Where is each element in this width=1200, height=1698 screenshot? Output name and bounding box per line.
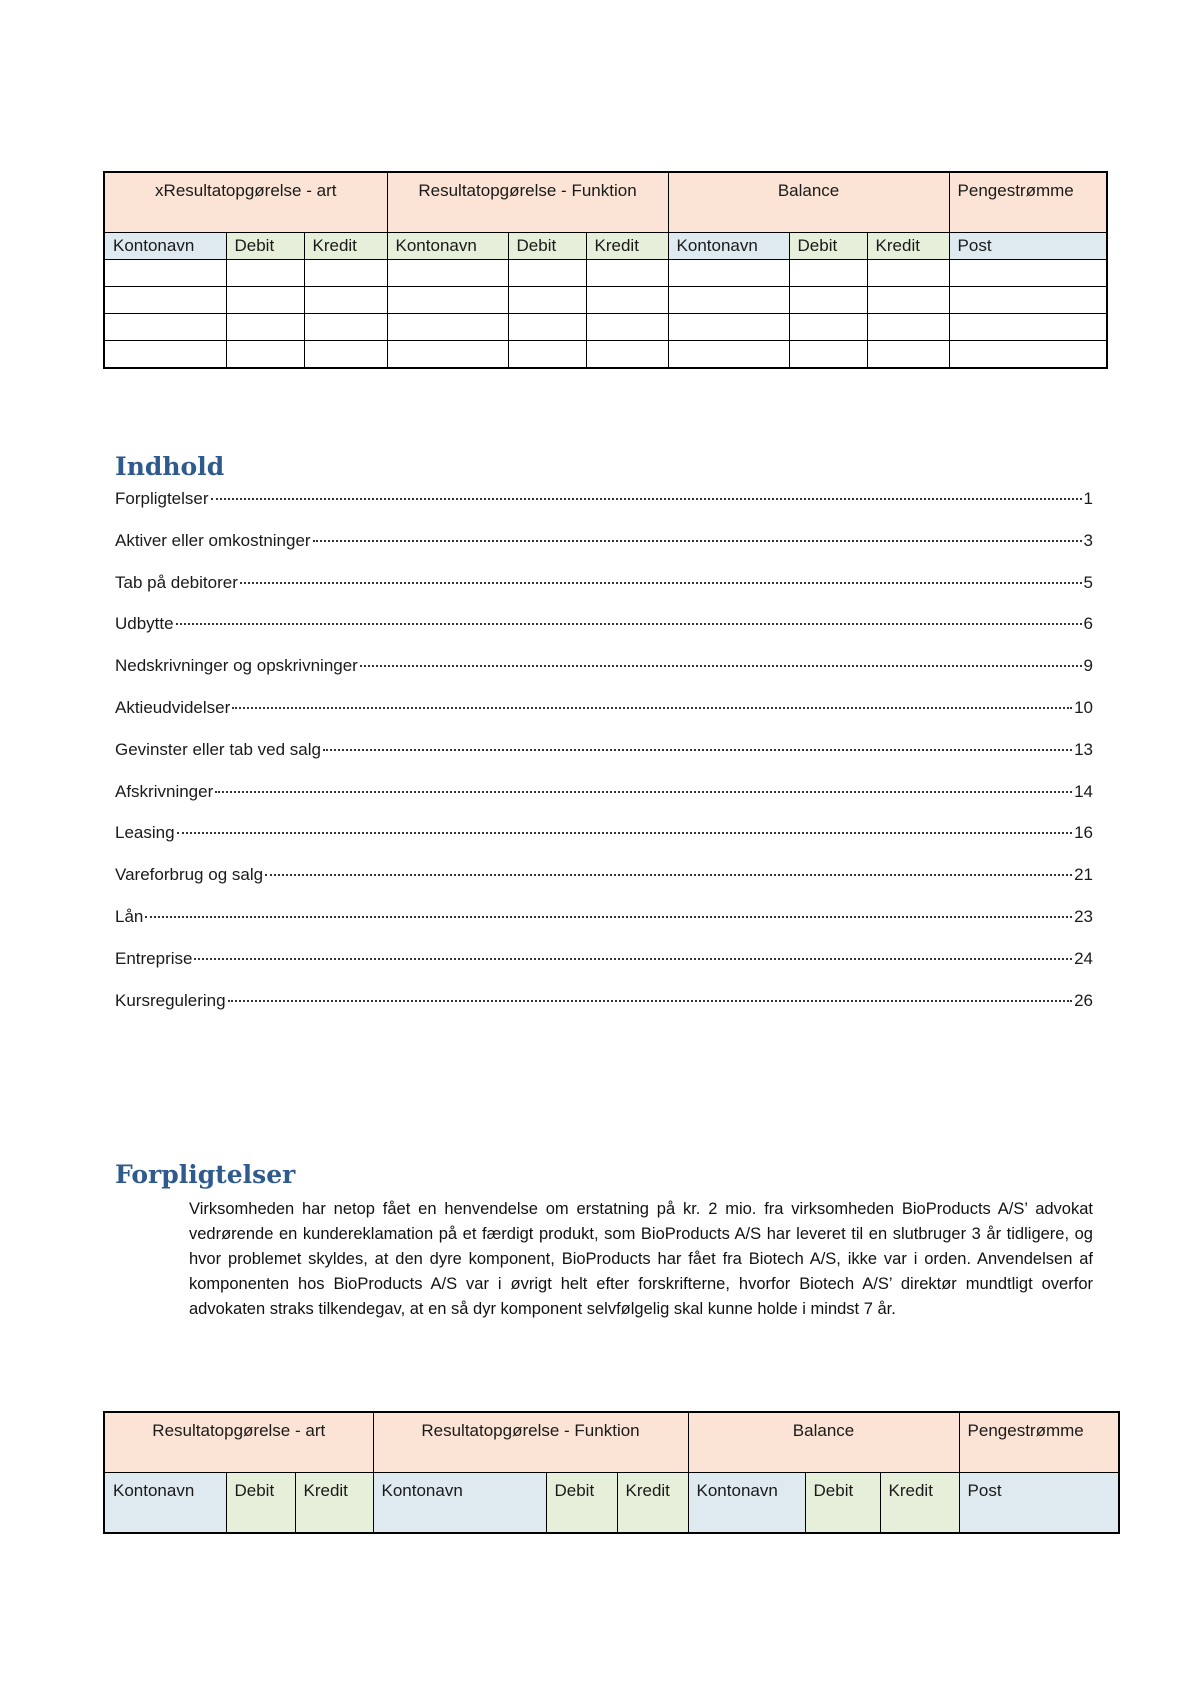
toc-entry-page: 10 xyxy=(1074,697,1093,717)
toc-entry[interactable] xyxy=(115,740,1093,782)
group-header-resultat-funktion: Resultatopgørelse - Funktion xyxy=(387,172,668,233)
toc-entry-page: 1 xyxy=(1083,489,1093,508)
toc-entry[interactable] xyxy=(115,698,1093,740)
toc-entry-page: 21 xyxy=(1074,865,1093,885)
section-title: Forpligtelser xyxy=(115,1160,296,1189)
group-header-pengestromme: Pengestrømme xyxy=(949,172,1107,233)
subheader-kredit: Kredit xyxy=(867,233,949,260)
toc-entry-label: Afskrivninger xyxy=(115,781,214,801)
toc-entry[interactable] xyxy=(115,949,1093,991)
toc-entry-label: Lån xyxy=(115,906,144,926)
toc-entry-label: Udbytte xyxy=(115,614,174,634)
section-body: Virksomheden har netop fået en henvendelse om erstatning på kr. 2 mio. fra virksomheden BioProducts A/S’ advokat vedrørende en kundereklamation på et færdigt produkt, som BioProducts A/S har leveret til en slutbruger 3 år tidligere, og hvor problemet skyldes, at den dyre komponent, BioProducts har fået fra Biotech A/S, ikke var i orden. Anvendelsen af komponenten hos BioProducts A/S var i øvrigt helt efter forskrifterne, hvorfor Biotech A/S’ direktør mundtligt overfor advokaten straks tilkendegav, at en så dyr komponent selvfølgelig skal kunne holde i mindst 7 år. xyxy=(189,1200,1093,1318)
subheader-debit: Debit xyxy=(226,233,304,260)
subheader-kredit: Kredit xyxy=(295,1473,373,1534)
toc-title: Indhold xyxy=(115,452,225,481)
account-table-bottom xyxy=(103,1411,1120,1534)
group-header-balance: Balance xyxy=(688,1412,959,1473)
subheader-kontonavn: Kontonavn xyxy=(104,233,226,260)
toc-entry-page: 26 xyxy=(1074,990,1093,1010)
toc-entry[interactable] xyxy=(115,489,1093,531)
group-header-pengestromme: Pengestrømme xyxy=(959,1412,1119,1473)
subheader-kontonavn: Kontonavn xyxy=(688,1473,805,1534)
toc-entry[interactable] xyxy=(115,656,1093,698)
toc-entry-label: Aktiver eller omkostninger xyxy=(115,530,311,550)
subheader-kredit: Kredit xyxy=(586,233,668,260)
toc-entry-page: 13 xyxy=(1074,739,1093,759)
table-of-contents xyxy=(115,489,1093,1032)
subheader-kontonavn: Kontonavn xyxy=(387,233,508,260)
toc-entry-label: Aktieudvidelser xyxy=(115,697,231,717)
subheader-debit: Debit xyxy=(789,233,867,260)
group-header-resultat-art: Resultatopgørelse - art xyxy=(104,1412,373,1473)
toc-entry-page: 23 xyxy=(1074,906,1093,926)
table-row xyxy=(104,260,1107,287)
account-table-top xyxy=(103,171,1108,369)
subheader-kredit: Kredit xyxy=(617,1473,688,1534)
toc-entry[interactable] xyxy=(115,782,1093,824)
toc-entry[interactable] xyxy=(115,907,1093,949)
subheader-post: Post xyxy=(959,1473,1119,1534)
toc-entry[interactable] xyxy=(115,991,1093,1033)
subheader-debit: Debit xyxy=(508,233,586,260)
toc-entry-page: 3 xyxy=(1083,530,1093,550)
toc-entry-label: Forpligtelser xyxy=(115,489,209,508)
toc-entry[interactable] xyxy=(115,865,1093,907)
group-header-resultat-art: xResultatopgørelse - art xyxy=(104,172,387,233)
toc-entry-page: 5 xyxy=(1083,572,1093,592)
subheader-debit: Debit xyxy=(805,1473,880,1534)
toc-entry-page: 16 xyxy=(1074,823,1093,843)
toc-entry-label: Kursregulering xyxy=(115,990,226,1010)
toc-entry[interactable] xyxy=(115,823,1093,865)
subheader-post: Post xyxy=(949,233,1107,260)
table-row xyxy=(104,341,1107,369)
toc-entry[interactable] xyxy=(115,573,1093,615)
toc-entry-label: Tab på debitorer xyxy=(115,572,238,592)
group-header-balance: Balance xyxy=(668,172,949,233)
toc-entry-page: 6 xyxy=(1083,614,1093,634)
group-header-resultat-funktion: Resultatopgørelse - Funktion xyxy=(373,1412,688,1473)
toc-entry-label: Gevinster eller tab ved salg xyxy=(115,739,321,759)
subheader-kontonavn: Kontonavn xyxy=(373,1473,546,1534)
table-row xyxy=(104,314,1107,341)
toc-entry-label: Leasing xyxy=(115,823,175,843)
toc-entry[interactable] xyxy=(115,531,1093,573)
subheader-kontonavn: Kontonavn xyxy=(668,233,789,260)
table-row xyxy=(104,287,1107,314)
subheader-kredit: Kredit xyxy=(304,233,387,260)
toc-entry-page: 14 xyxy=(1074,781,1093,801)
toc-entry-label: Nedskrivninger og opskrivninger xyxy=(115,656,358,676)
toc-entry[interactable] xyxy=(115,614,1093,656)
subheader-debit: Debit xyxy=(546,1473,617,1534)
subheader-debit: Debit xyxy=(226,1473,295,1534)
toc-entry-label: Vareforbrug og salg xyxy=(115,865,264,885)
subheader-kontonavn: Kontonavn xyxy=(104,1473,226,1534)
toc-entry-page: 24 xyxy=(1074,948,1093,968)
toc-entry-page: 9 xyxy=(1083,656,1093,676)
subheader-kredit: Kredit xyxy=(880,1473,959,1534)
toc-entry-label: Entreprise xyxy=(115,948,193,968)
